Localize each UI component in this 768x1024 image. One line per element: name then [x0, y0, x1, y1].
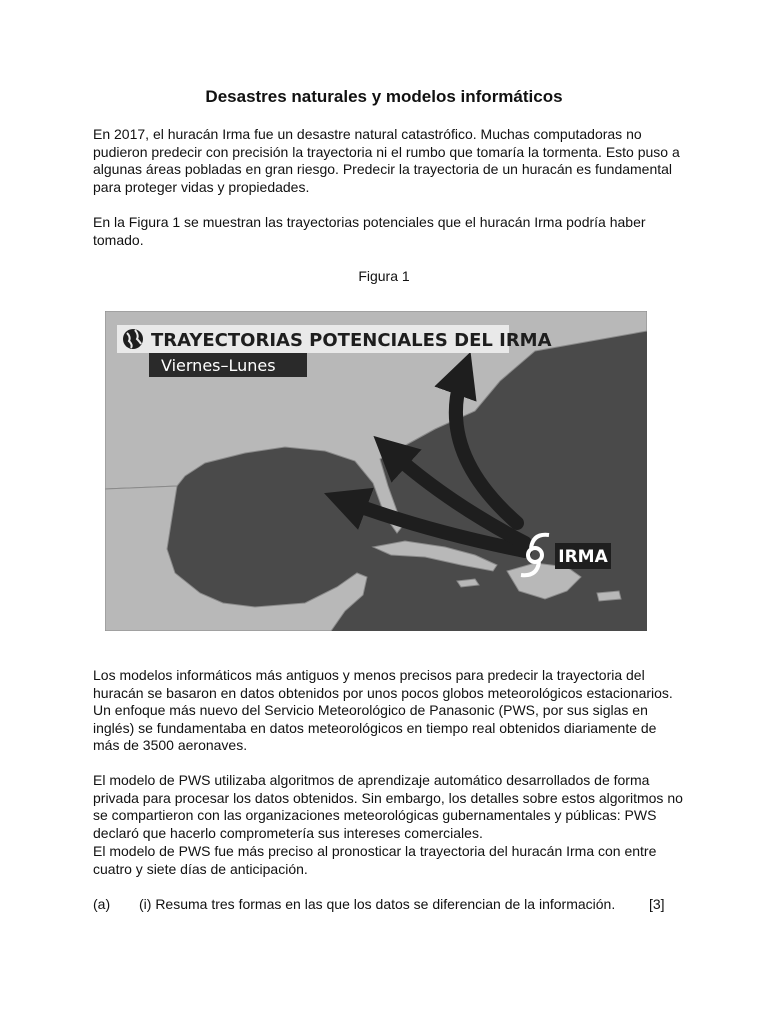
land-puerto-rico: [597, 591, 621, 601]
hurricane-path-map: [105, 311, 647, 631]
map-title: TRAYECTORIAS POTENCIALES DEL IRMA: [151, 330, 552, 351]
question-marks: [3]: [649, 896, 665, 912]
pws-accuracy-paragraph: El modelo de PWS fue más preciso al pronosticar la trayectoria del huracán Irma con entre cuatro y siete días de anticipación.: [93, 843, 657, 877]
figure-caption: Figura 1: [358, 268, 410, 284]
storm-label: IRMA: [558, 547, 608, 567]
models-paragraph: Los modelos informáticos más antiguos y menos precisos para predecir la trayectoria del huracán se basaron en datos obtenidos por unos pocos globos meteorológicos estacionarios. Un enfoque más nuevo del Servicio Meteorológico de Panasonic (PWS, por sus siglas en inglés) se fundamentaba en datos meteorológicos en tiempo real obtenidos diariamente de más de 3500 aeronaves.: [93, 667, 673, 753]
pws-algorithms-paragraph: El modelo de PWS utilizaba algoritmos de aprendizaje automático desarrollados de forma privada para procesar los datos obtenidos. Sin embargo, los detalles sobre estos algoritmos no se compartieron con las organizaciones meteorológicas gubernamentales y públicas: PWS declaró que hacerlo comprometería sus intereses comerciales.: [93, 772, 683, 841]
document-title: Desastres naturales y modelos informáticos: [205, 87, 563, 106]
intro-paragraph: En 2017, el huracán Irma fue un desastre natural catastrófico. Muchas computadoras no pudieron predecir con precisión la trayectoria ni el rumbo que tomaría la tormenta. Esto puso a algunas áreas pobladas en gran riesgo. Predecir la trayectoria de un huracán es fundamental para proteger vidas y propiedades.: [93, 126, 680, 195]
figure-intro-paragraph: En la Figura 1 se muestran las trayectorias potenciales que el huracán Irma podría haber tomado.: [93, 214, 646, 248]
globe-icon: [123, 329, 143, 349]
question-letter: (a): [93, 896, 111, 912]
question-text: (i) Resuma tres formas en las que los datos se diferencian de la información.: [139, 896, 616, 912]
map-subtitle: Viernes–Lunes: [161, 356, 276, 375]
land-jamaica: [457, 579, 479, 587]
